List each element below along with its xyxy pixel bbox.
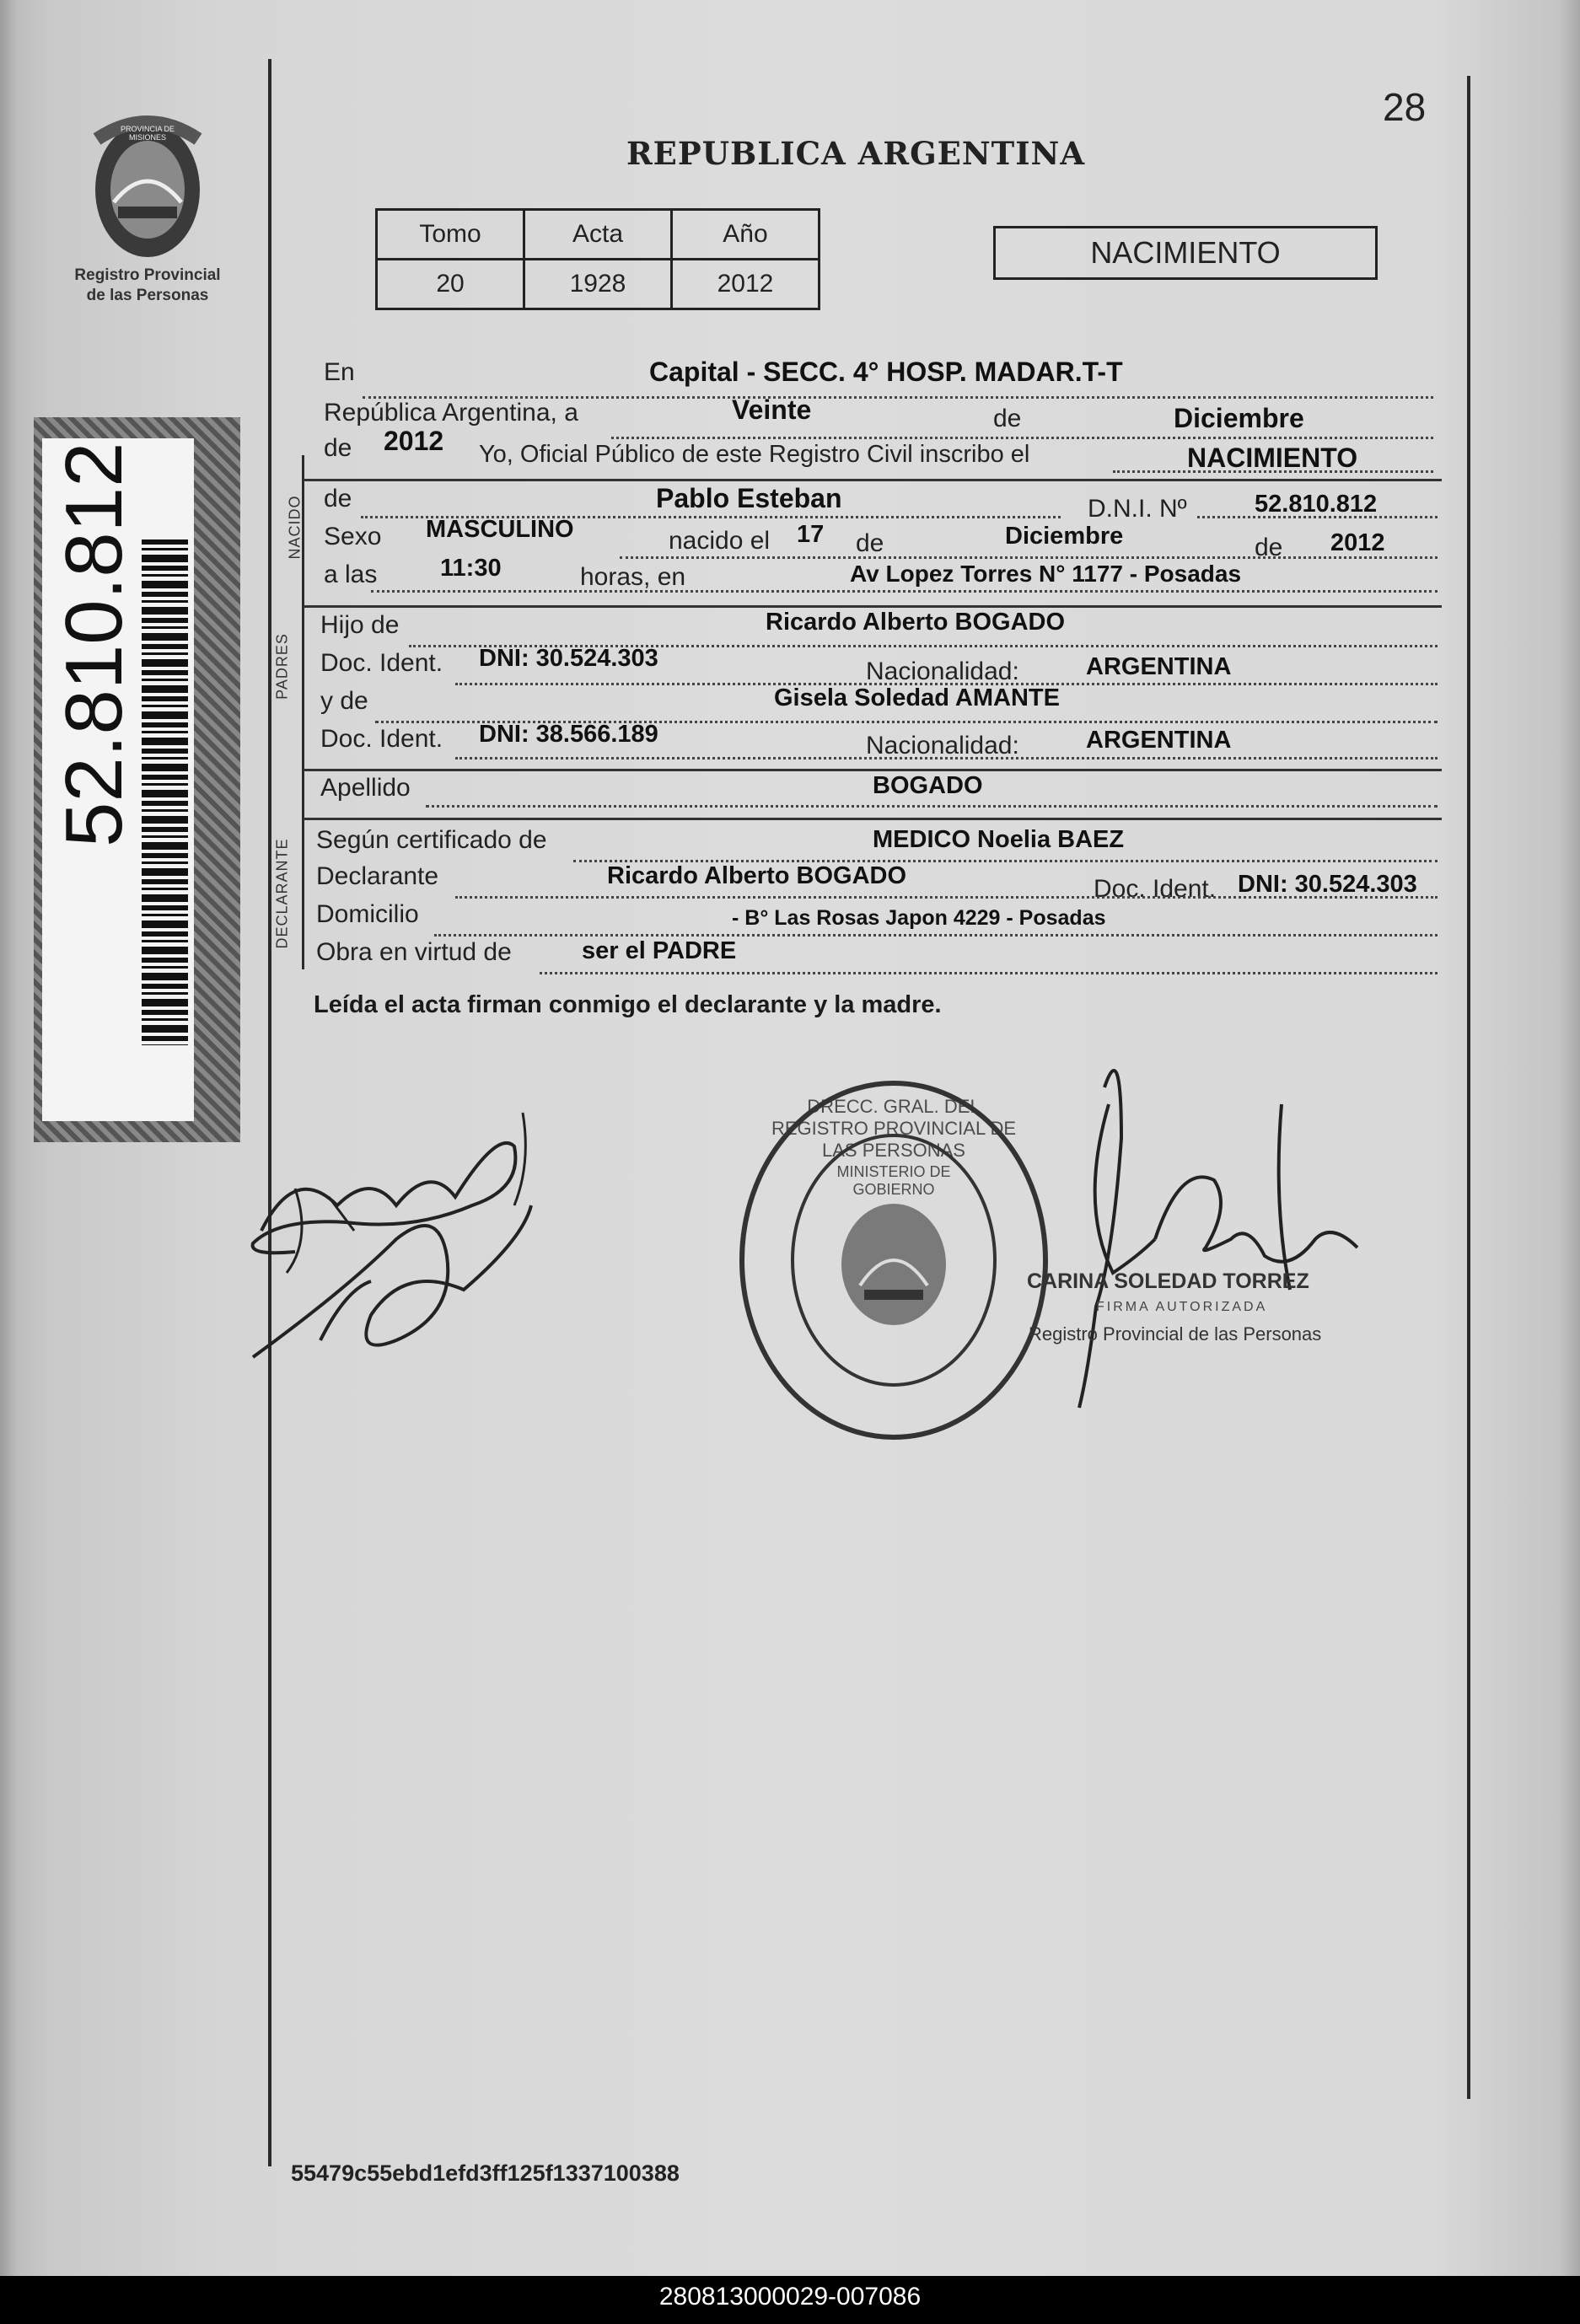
obra-label: Obra en virtud de (316, 938, 512, 966)
birth-month-value: Diciembre (1005, 523, 1124, 550)
y-de-label: y de (320, 687, 368, 715)
inscribe-value: NACIMIENTO (1187, 443, 1358, 473)
dots (611, 437, 1433, 439)
de-label-3: de (856, 529, 884, 557)
dots (540, 972, 1438, 974)
father-nationality-value: ARGENTINA (1086, 653, 1232, 680)
dni-label: D.N.I. Nº (1088, 495, 1187, 523)
inscribe-text: Yo, Oficial Público de este Registro Civil inscribo el (479, 441, 1030, 468)
domicilio-value: - B° Las Rosas Japon 4229 - Posadas (732, 906, 1106, 930)
table-header-ano: Año (672, 210, 820, 260)
table-header-acta: Acta (524, 210, 672, 260)
dots (455, 757, 1438, 759)
section-rule (304, 605, 1442, 608)
official-title: FIRMA AUTORIZADA (1096, 1300, 1268, 1314)
dots (455, 896, 1438, 899)
day-value: Veinte (732, 394, 812, 425)
table-value-ano: 2012 (672, 260, 820, 309)
en-label: En (324, 358, 355, 386)
child-dni-value: 52.810.812 (1255, 491, 1378, 518)
nacido-de-label: de (324, 485, 352, 513)
section-label-padres: PADRES (273, 633, 291, 700)
certificado-value: MEDICO Noelia BAEZ (873, 826, 1125, 853)
dots (371, 590, 1438, 593)
seal-inner-text: MINISTERIO DE GOBIERNO (836, 1163, 951, 1198)
official-signature (1062, 1037, 1400, 1425)
official-name: CARINA SOLEDAD TORREZ (1027, 1269, 1309, 1293)
dots (426, 805, 1438, 808)
closing-statement: Leída el acta firman conmigo el declarante y la madre. (314, 991, 942, 1018)
section-rule (304, 479, 1442, 481)
domicilio-label: Domicilio (316, 900, 419, 928)
birth-day-value: 17 (797, 521, 825, 548)
barcode (142, 539, 188, 1045)
dots (434, 934, 1438, 937)
section-rule (304, 818, 1442, 820)
obra-value: ser el PADRE (582, 937, 737, 964)
nacionalidad-label-1: Nacionalidad: (866, 657, 1019, 685)
mother-name-value: Gisela Soledad AMANTE (774, 684, 1060, 711)
sexo-value: MASCULINO (426, 516, 574, 543)
barcode-panel (34, 417, 240, 1142)
table-header-tomo: Tomo (377, 210, 524, 260)
province-emblem (76, 110, 219, 261)
emblem-caption-2: de las Personas (86, 287, 209, 304)
a-las-label: a las (324, 561, 378, 588)
horas-label: horas, en (580, 563, 686, 591)
page-number: 28 (1383, 85, 1427, 129)
table-value-acta: 1928 (524, 260, 672, 309)
table-value-tomo: 20 (377, 260, 524, 309)
nacionalidad-label-2: Nacionalidad: (866, 732, 1019, 759)
de-label-2: de (324, 434, 352, 462)
document-hash-code: 55479c55ebd1efd3ff125f1337100388 (291, 2160, 680, 2186)
father-dni-value: DNI: 30.524.303 (479, 645, 658, 672)
nacido-el-label: nacido el (669, 527, 771, 555)
section-label-nacido: NACIDO (286, 495, 304, 560)
right-margin-line (1467, 76, 1470, 2099)
seal-outer-text: DRECC. GRAL. DEL REGISTRO PROVINCIAL DE LAS PERSONAS (771, 1096, 1017, 1161)
dots (620, 556, 1438, 559)
hijo-de-label: Hijo de (320, 611, 400, 639)
birth-place-value: Av Lopez Torres N° 1177 - Posadas (850, 561, 1242, 587)
emblem-caption-1: Registro Provincial (74, 266, 221, 284)
de-label: de (993, 405, 1022, 432)
year-value: 2012 (384, 426, 444, 456)
register-table (375, 208, 820, 310)
sexo-label: Sexo (324, 523, 382, 550)
declarant-signature (245, 1037, 565, 1374)
certificado-label: Según certificado de (316, 826, 547, 854)
declarante-value: Ricardo Alberto BOGADO (607, 862, 907, 889)
apellido-label: Apellido (320, 774, 411, 802)
apellido-value: BOGADO (873, 772, 983, 799)
place-value: Capital - SECC. 4° HOSP. MADAR.T-T (649, 357, 1123, 387)
mother-dni-value: DNI: 38.566.189 (479, 721, 658, 748)
doc-ident-label-2: Doc. Ident. (320, 725, 443, 753)
child-name-value: Pablo Esteban (656, 483, 842, 513)
declarante-dni-value: DNI: 30.524.303 (1238, 871, 1417, 898)
doc-ident-label-1: Doc. Ident. (320, 649, 443, 677)
emblem-arc-text: PROVINCIA DE MISIONES (120, 125, 175, 142)
father-name-value: Ricardo Alberto BOGADO (766, 609, 1066, 636)
footer-id: 280813000029-007086 (658, 2283, 922, 2311)
barcode-label: 52.810.812 (42, 438, 194, 1121)
de-label-4: de (1255, 534, 1283, 561)
record-type-box: NACIMIENTO (993, 226, 1378, 280)
declarante-label: Declarante (316, 862, 439, 890)
mother-nationality-value: ARGENTINA (1086, 727, 1232, 754)
month-value: Diciembre (1174, 403, 1304, 433)
official-office: Registro Provincial de las Personas (1029, 1323, 1322, 1344)
birth-time-value: 11:30 (440, 555, 502, 582)
declarante-doc-label: Doc. Ident. (1094, 875, 1217, 903)
document-title: REPUBLICA ARGENTINA (626, 135, 1086, 172)
section-rule (304, 769, 1442, 771)
section-label-declarante: DECLARANTE (273, 838, 291, 949)
birth-year-value: 2012 (1330, 529, 1385, 556)
republica-label: República Argentina, a (324, 399, 578, 427)
